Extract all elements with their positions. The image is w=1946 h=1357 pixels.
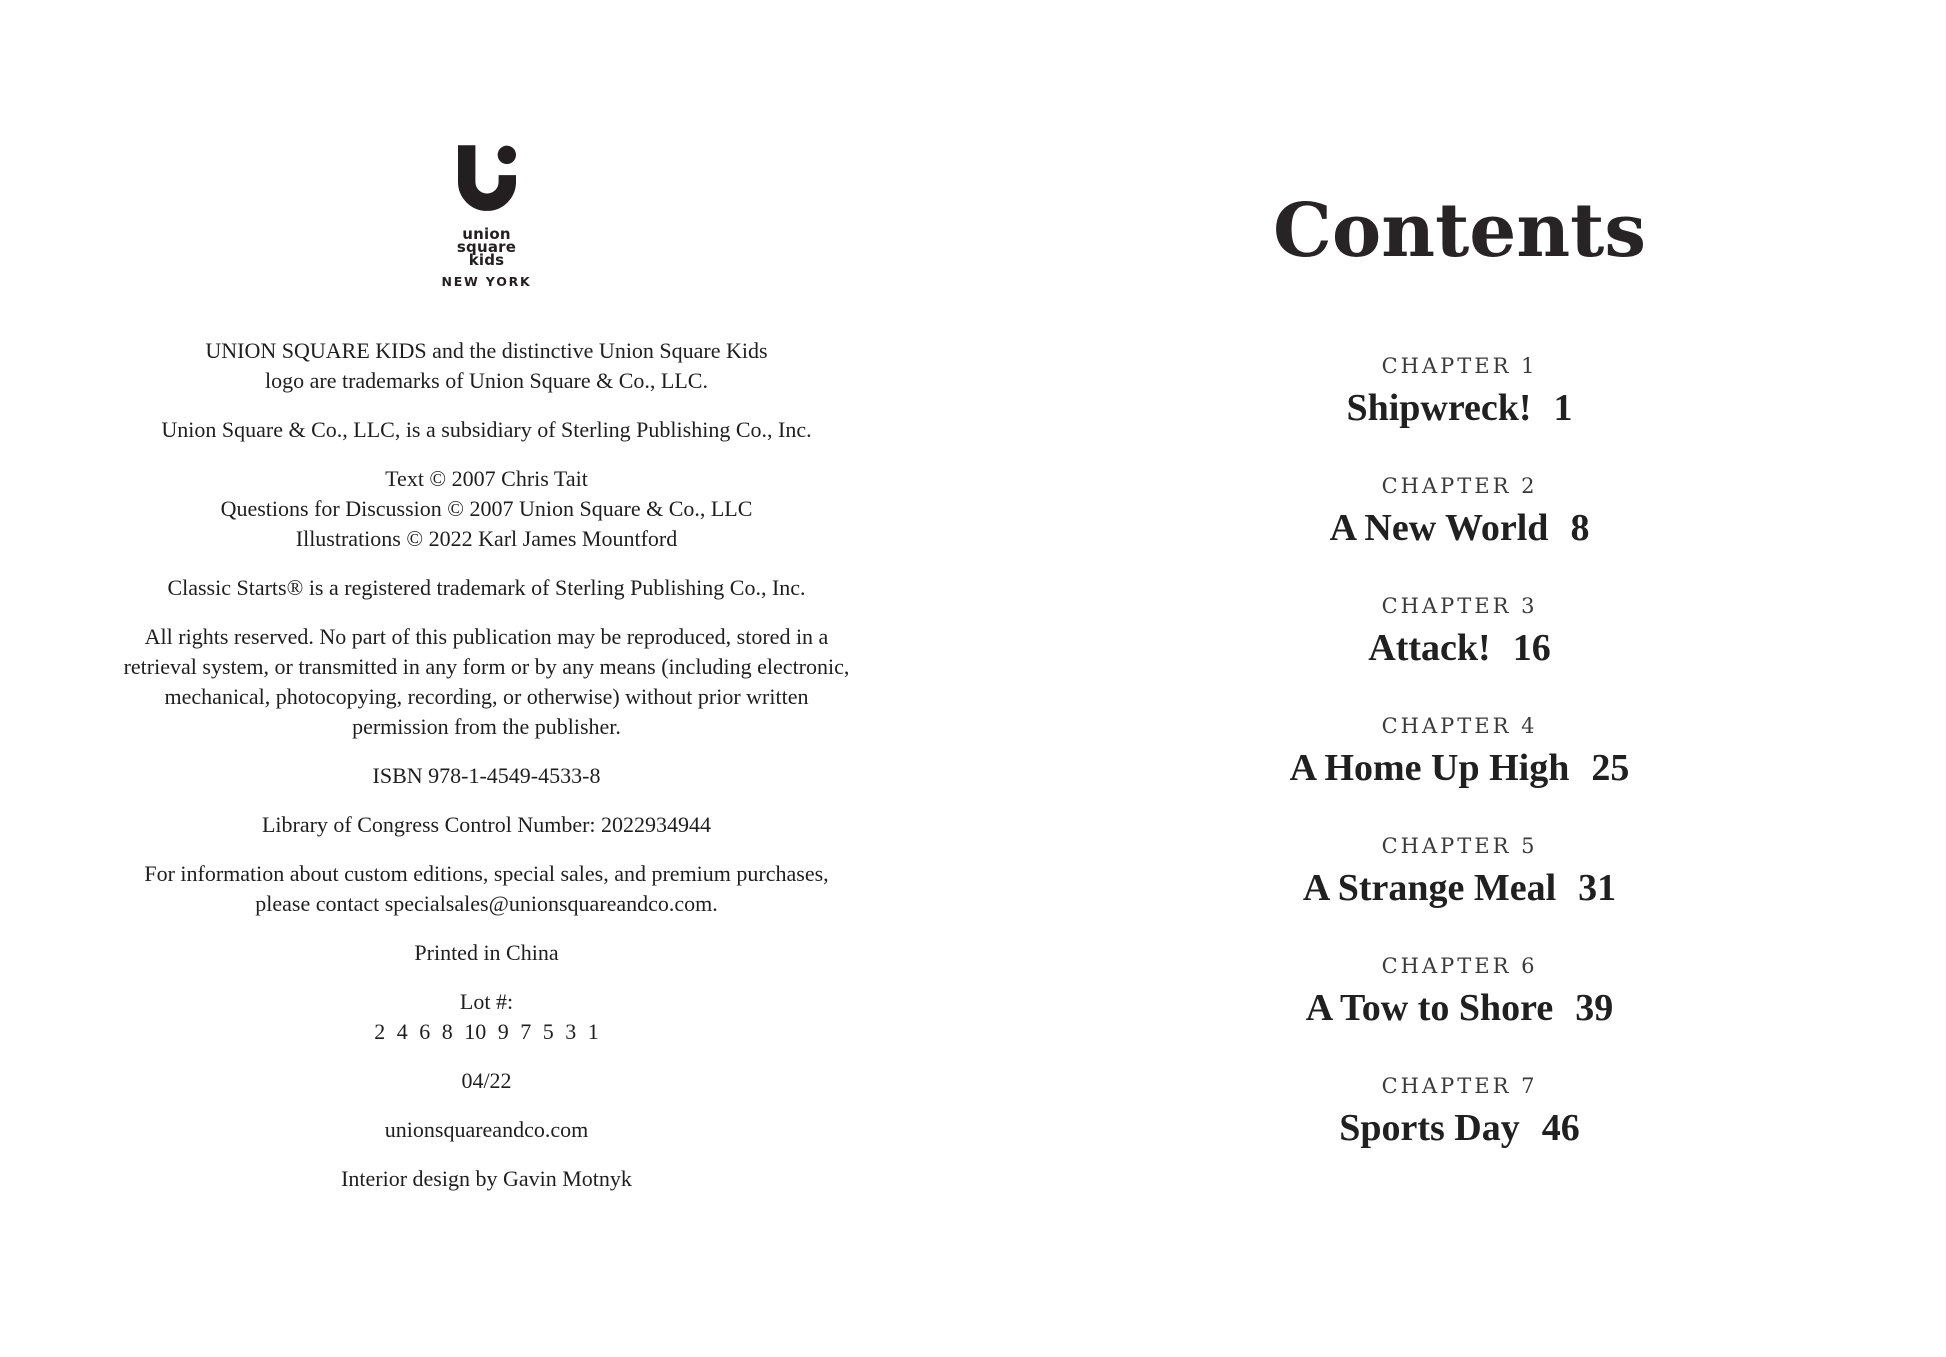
union-square-kids-logo-icon bbox=[57, 145, 917, 215]
text-line: please contact specialsales@unionsquareandco.com. bbox=[255, 891, 718, 916]
copyright-paragraphs bbox=[57, 336, 917, 1194]
text-line: Interior design by Gavin Motnyk bbox=[341, 1166, 632, 1191]
text-line: Text © 2007 Chris Tait bbox=[385, 466, 588, 491]
logo-city-label: NEW YORK bbox=[441, 274, 532, 289]
text-line: logo are trademarks of Union Square & Co., LLC. bbox=[265, 368, 708, 393]
contents-entry bbox=[1030, 953, 1890, 1027]
text-line: Illustrations © 2022 Karl James Mountford bbox=[295, 526, 678, 551]
chapter-page-number: 8 bbox=[1570, 507, 1590, 549]
chapter-title-line bbox=[1030, 1109, 1890, 1147]
contents-entry bbox=[1030, 593, 1890, 667]
chapter-title-line bbox=[1030, 989, 1890, 1027]
text-line: Questions for Discussion © 2007 Union Square & Co., LLC bbox=[220, 496, 753, 521]
chapter-page-number: 31 bbox=[1578, 867, 1617, 909]
contents-entry bbox=[1030, 473, 1890, 547]
text-line: Printed in China bbox=[414, 940, 559, 965]
contents-page-content bbox=[1030, 188, 1890, 1149]
text-line: retrieval system, or transmitted in any form or by any means (including electronic, bbox=[123, 654, 850, 679]
chapter-title-line bbox=[1030, 629, 1890, 667]
text-line: mechanical, photocopying, recording, or otherwise) without prior written bbox=[164, 684, 809, 709]
text-line: Library of Congress Control Number: 2022934944 bbox=[261, 812, 712, 837]
text-line: Lot #: bbox=[459, 989, 514, 1014]
classic-starts-trademark bbox=[57, 573, 917, 603]
chapter-label: CHAPTER 5 bbox=[1381, 834, 1538, 858]
text-line: Union Square & Co., LLC, is a subsidiary of Sterling Publishing Co., Inc. bbox=[161, 417, 812, 442]
text-line: UNION SQUARE KIDS and the distinctive Union Square Kids bbox=[205, 338, 768, 363]
lccn bbox=[57, 810, 917, 840]
contents-page-title: Contents bbox=[1273, 188, 1646, 274]
chapter-title: Sports Day bbox=[1339, 1107, 1520, 1149]
logo-wordmark bbox=[57, 225, 917, 269]
chapter-title-line bbox=[1030, 509, 1890, 547]
chapter-title: A Strange Meal bbox=[1302, 867, 1557, 909]
logo-wordmark-line: kids bbox=[468, 251, 505, 269]
text-line: unionsquareandco.com bbox=[384, 1117, 589, 1142]
lot-number bbox=[57, 987, 917, 1047]
chapter-title: A Home Up High bbox=[1289, 747, 1570, 789]
chapter-title-line bbox=[1030, 389, 1890, 427]
contents-list bbox=[1030, 353, 1890, 1147]
contents-entry bbox=[1030, 833, 1890, 907]
chapter-label: CHAPTER 2 bbox=[1381, 474, 1538, 498]
chapter-title: A New World bbox=[1329, 507, 1549, 549]
chapter-title: Attack! bbox=[1368, 627, 1491, 669]
chapter-page-number: 46 bbox=[1541, 1107, 1580, 1149]
trademark-notice bbox=[57, 336, 917, 396]
text-line: All rights reserved. No part of this publication may be reproduced, stored in a bbox=[144, 624, 829, 649]
logo-wordmark-line: union bbox=[462, 225, 511, 243]
chapter-page-number: 16 bbox=[1512, 627, 1551, 669]
contents-page bbox=[973, 0, 1946, 1357]
text-line: ISBN 978-1-4549-4533-8 bbox=[372, 763, 601, 788]
chapter-title: Shipwreck! bbox=[1346, 387, 1532, 429]
copyright-lines bbox=[57, 464, 917, 554]
chapter-label: CHAPTER 6 bbox=[1381, 954, 1538, 978]
text-line: 2 4 6 8 10 9 7 5 3 1 bbox=[374, 1019, 599, 1044]
isbn bbox=[57, 761, 917, 791]
chapter-page-number: 1 bbox=[1553, 387, 1573, 429]
chapter-title-line bbox=[1030, 749, 1890, 787]
chapter-label: CHAPTER 4 bbox=[1381, 714, 1538, 738]
text-line: For information about custom editions, special sales, and premium purchases, bbox=[144, 861, 829, 886]
text-line: Classic Starts® is a registered trademark of Sterling Publishing Co., Inc. bbox=[167, 575, 806, 600]
chapter-page-number: 25 bbox=[1591, 747, 1630, 789]
chapter-label: CHAPTER 1 bbox=[1381, 354, 1538, 378]
contents-entry bbox=[1030, 713, 1890, 787]
contents-entry bbox=[1030, 353, 1890, 427]
chapter-title-line bbox=[1030, 869, 1890, 907]
rights-reserved bbox=[57, 622, 917, 742]
chapter-title: A Tow to Shore bbox=[1305, 987, 1554, 1029]
print-date bbox=[57, 1066, 917, 1096]
copyright-page-content bbox=[57, 145, 917, 1194]
subsidiary-notice bbox=[57, 415, 917, 445]
contents-entry bbox=[1030, 1073, 1890, 1147]
chapter-label: CHAPTER 3 bbox=[1381, 594, 1538, 618]
printed-in bbox=[57, 938, 917, 968]
text-line: 04/22 bbox=[461, 1068, 512, 1093]
chapter-page-number: 39 bbox=[1575, 987, 1614, 1029]
publisher-website bbox=[57, 1115, 917, 1145]
special-sales bbox=[57, 859, 917, 919]
text-line: permission from the publisher. bbox=[352, 714, 621, 739]
interior-design-credit bbox=[57, 1164, 917, 1194]
logo-wordmark-line: square bbox=[456, 238, 517, 256]
chapter-label: CHAPTER 7 bbox=[1381, 1074, 1538, 1098]
publisher-logo-block bbox=[57, 145, 917, 289]
